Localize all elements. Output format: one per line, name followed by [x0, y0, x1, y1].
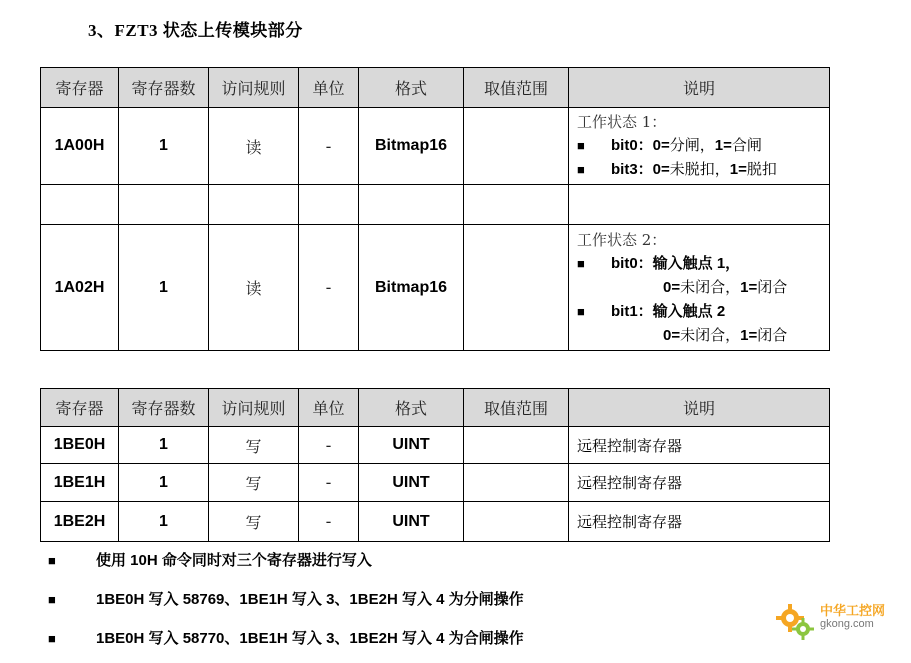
cell-unit: -	[299, 502, 359, 542]
header-value-range: 取值范围	[464, 389, 569, 427]
desc-bit1: ■ bit1：输入触点 2	[577, 300, 829, 324]
cell-register: 1A00H	[41, 108, 119, 185]
table-header-row	[41, 389, 830, 427]
cell-unit: -	[299, 108, 359, 185]
cell-access: 写	[209, 502, 299, 542]
cell-format: Bitmap16	[359, 108, 464, 185]
cell-register: 1A02H	[41, 225, 119, 351]
header-unit: 单位	[299, 68, 359, 108]
status-register-table	[40, 67, 830, 351]
bullet-icon: ■	[48, 592, 56, 607]
watermark-en: gkong.com	[820, 618, 874, 630]
header-register: 寄存器	[41, 68, 119, 108]
gear-icon	[770, 596, 818, 644]
note-text: 使用 10H 命令同时对三个寄存器进行写入	[96, 552, 372, 569]
desc-title: 工作状态 1：	[577, 113, 667, 131]
bullet-icon: ■	[48, 631, 56, 646]
watermark-cn: 中华工控网	[820, 603, 886, 618]
header-register-count: 寄存器数	[119, 68, 209, 108]
bullet-icon: ■	[577, 138, 585, 153]
bullet-icon: ■	[577, 255, 585, 271]
operation-notes	[48, 546, 524, 663]
cell-range	[464, 225, 569, 351]
header-access-rule: 访问规则	[209, 68, 299, 108]
cell-count: 1	[119, 502, 209, 542]
list-item	[48, 624, 524, 663]
list-item	[48, 585, 524, 624]
header-access-rule: 访问规则	[209, 389, 299, 427]
cell-format: UINT	[359, 502, 464, 542]
cell-range	[464, 108, 569, 185]
cell-access: 写	[209, 464, 299, 502]
list-item	[48, 546, 524, 585]
bullet-icon: ■	[48, 553, 56, 568]
cell-unit: -	[299, 464, 359, 502]
cell-register: 1BE2H	[41, 502, 119, 542]
cell-range	[464, 502, 569, 542]
table-row	[41, 464, 830, 502]
note-text: 1BE0H 写入 58770、1BE1H 写入 3、1BE2H 写入 4 为合闸操作	[96, 630, 524, 647]
cell-description	[569, 108, 830, 185]
cell-count: 1	[119, 464, 209, 502]
header-format: 格式	[359, 389, 464, 427]
table-row	[41, 108, 830, 185]
note-text: 1BE0H 写入 58769、1BE1H 写入 3、1BE2H 写入 4 为分闸操作	[96, 591, 524, 608]
header-value-range: 取值范围	[464, 68, 569, 108]
cell-access: 写	[209, 427, 299, 464]
bullet-icon: ■	[577, 162, 585, 177]
table-row	[41, 427, 830, 464]
cell-register: 1BE1H	[41, 464, 119, 502]
cell-count: 1	[119, 225, 209, 351]
cell-count: 1	[119, 108, 209, 185]
cell-format: UINT	[359, 464, 464, 502]
bullet-icon: ■	[577, 303, 585, 319]
table-row	[41, 502, 830, 542]
remote-control-table	[40, 388, 830, 542]
cell-access: 读	[209, 108, 299, 185]
section-heading: 3、FZT3 状态上传模块部分	[88, 21, 303, 40]
cell-description	[569, 225, 830, 351]
header-description: 说明	[569, 389, 830, 427]
cell-format: Bitmap16	[359, 225, 464, 351]
desc-bit0-values: 0=未闭合，1=闭合	[663, 278, 788, 296]
desc-bit0: ■ bit0：0=分闸，1=合闸	[577, 134, 829, 158]
cell-description: 远程控制寄存器	[569, 502, 830, 542]
cell-description: 远程控制寄存器	[569, 464, 830, 502]
cell-range	[464, 464, 569, 502]
cell-range	[464, 427, 569, 464]
cell-unit: -	[299, 427, 359, 464]
header-register-count: 寄存器数	[119, 389, 209, 427]
cell-description: 远程控制寄存器	[569, 427, 830, 464]
header-description: 说明	[569, 68, 830, 108]
cell-count: 1	[119, 427, 209, 464]
desc-bit3: ■ bit3：0=未脱扣，1=脱扣	[577, 158, 829, 182]
cell-unit: -	[299, 225, 359, 351]
cell-register: 1BE0H	[41, 427, 119, 464]
cell-format: UINT	[359, 427, 464, 464]
watermark-logo	[770, 596, 900, 646]
desc-bit1-values: 0=未闭合，1=闭合	[663, 326, 788, 344]
header-register: 寄存器	[41, 389, 119, 427]
table-header-row	[41, 68, 830, 108]
desc-title: 工作状态 2：	[577, 230, 667, 249]
table-row	[41, 225, 830, 351]
header-unit: 单位	[299, 389, 359, 427]
table-row-empty	[41, 185, 830, 225]
desc-bit0: ■ bit0：输入触点 1，	[577, 252, 829, 276]
cell-access: 读	[209, 225, 299, 351]
header-format: 格式	[359, 68, 464, 108]
